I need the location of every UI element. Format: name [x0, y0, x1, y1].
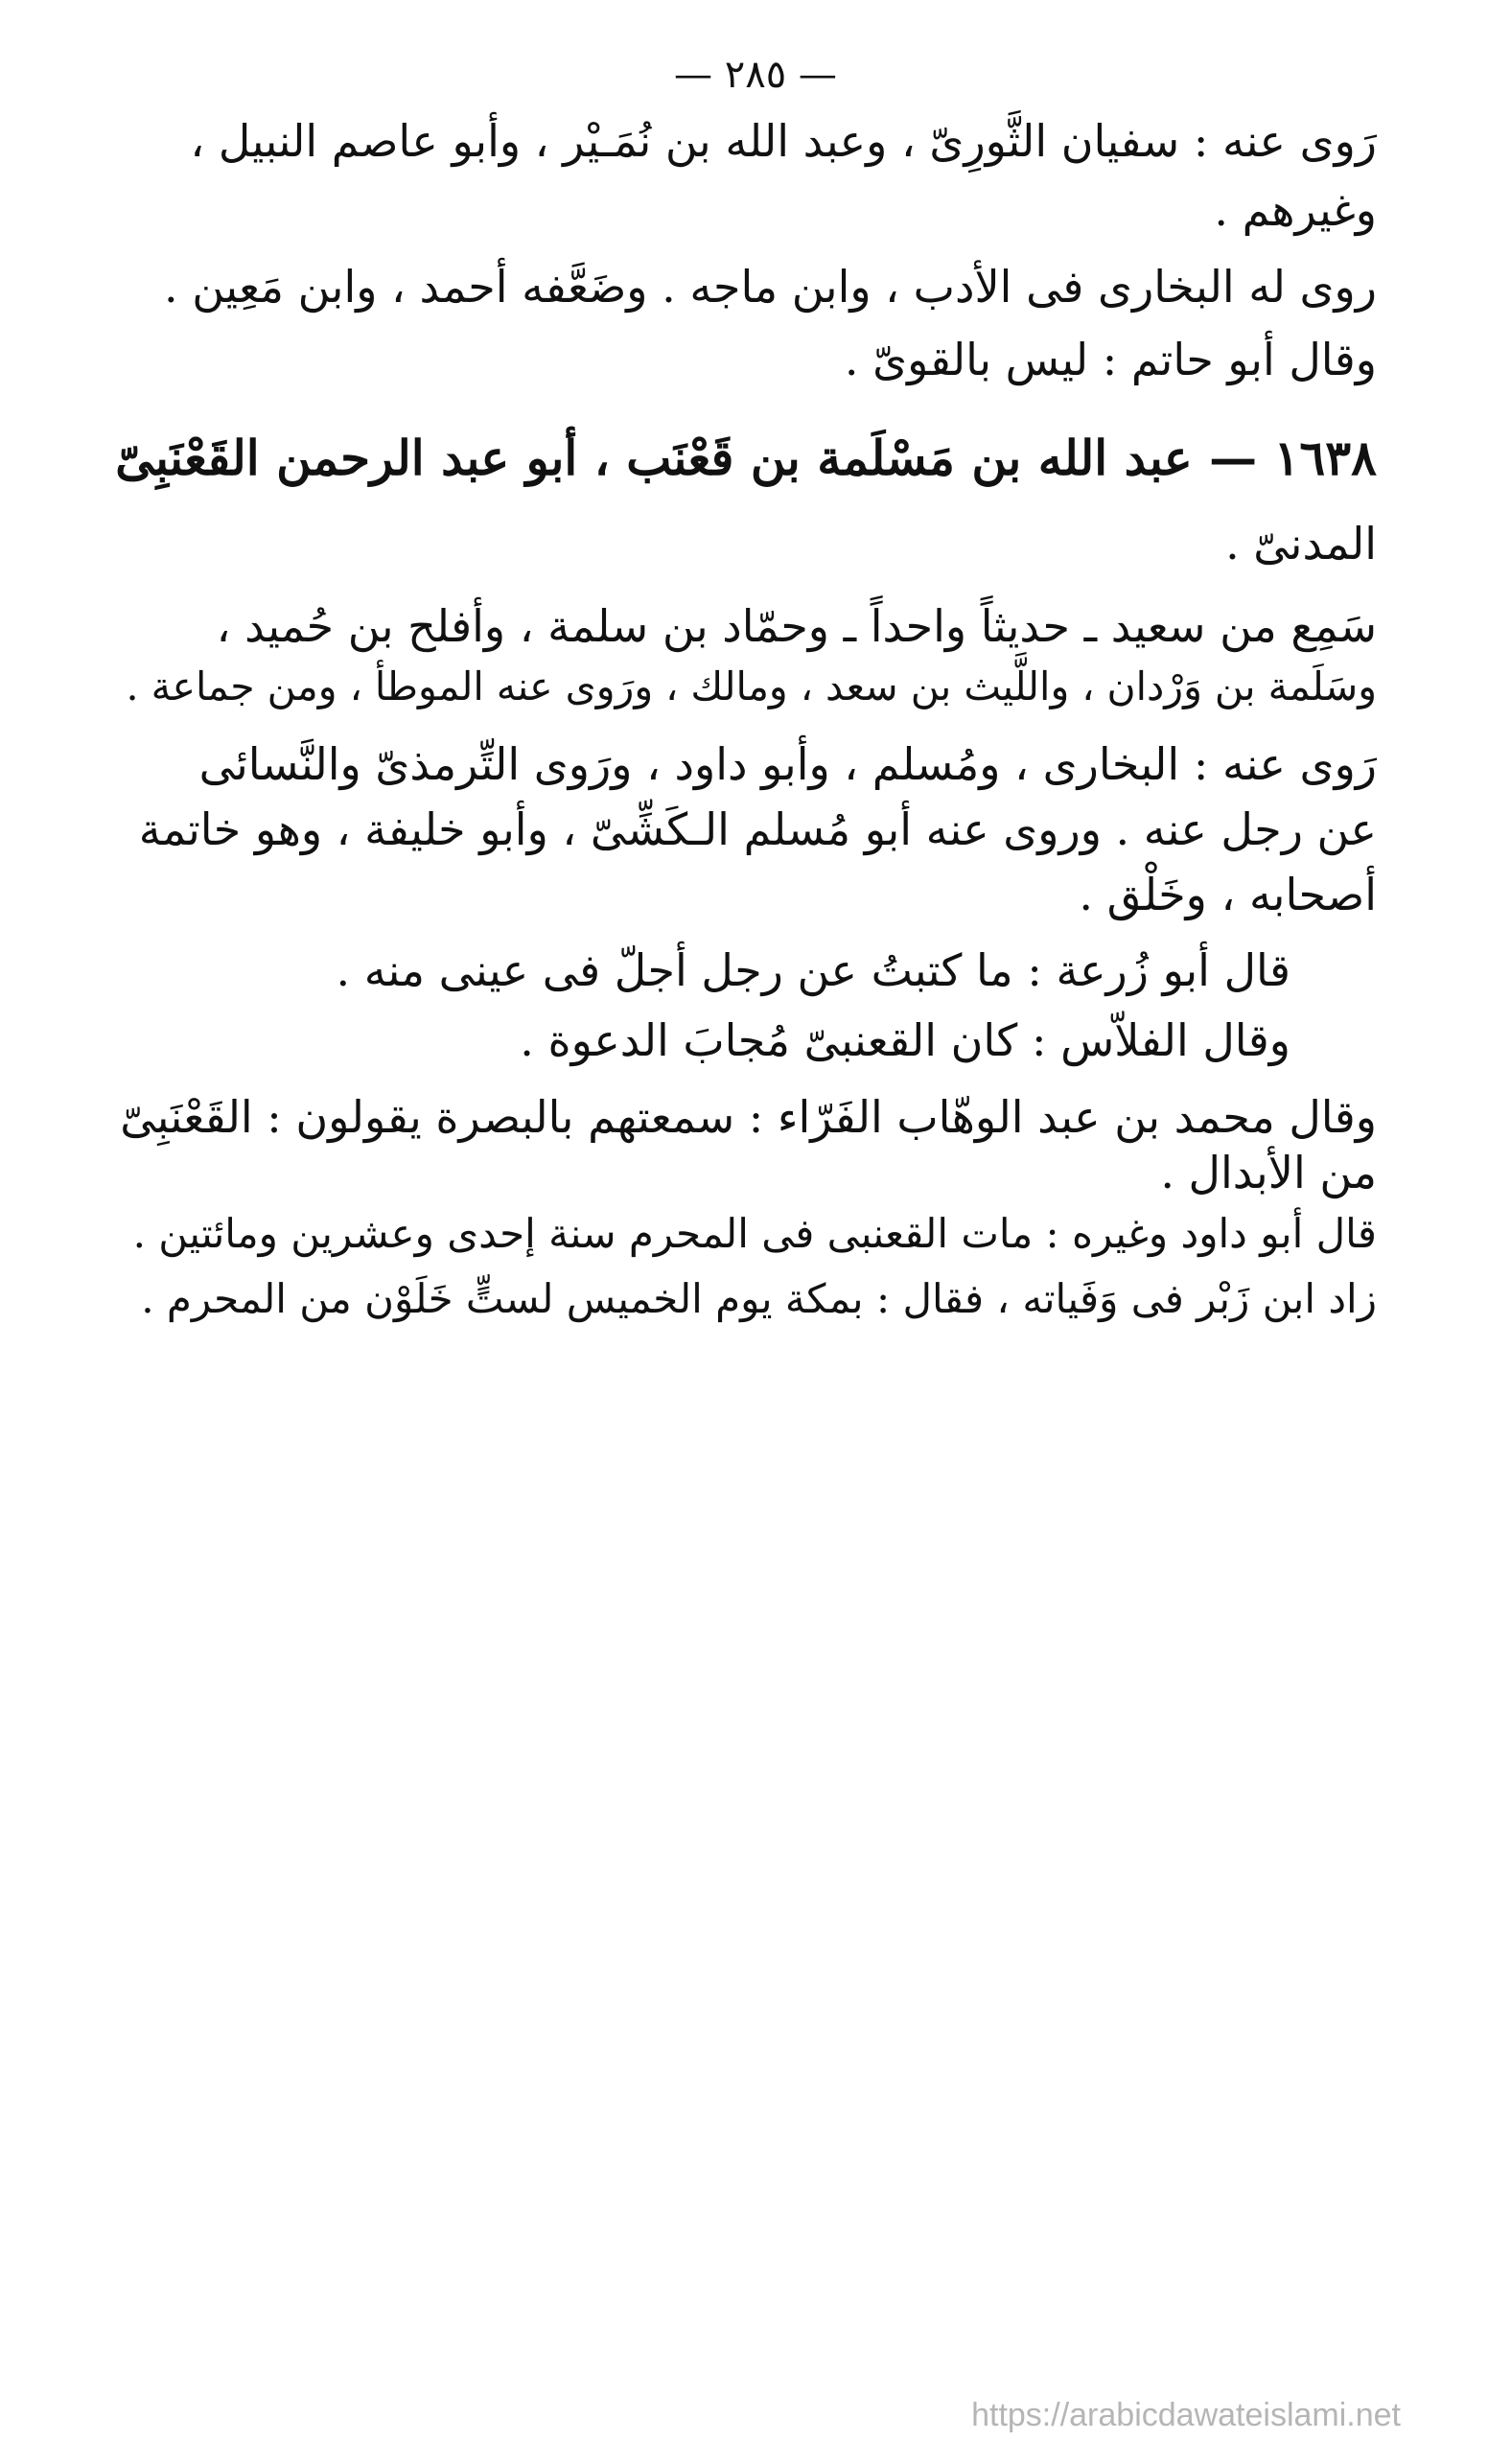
- text-line-2: وغيرهم .: [1214, 184, 1377, 236]
- text-line-11: أصحابه ، وخَلْق .: [1079, 869, 1377, 920]
- text-line-13: وقال الفلاّس : كان القعنبىّ مُجابَ الدعوة .: [520, 1014, 1290, 1066]
- text-line-9: رَوى عنه : البخارى ، ومُسلم ، وأبو داود ، ورَوى التِّرمذىّ والنَّسائى: [198, 738, 1377, 790]
- page-number: — ٢٨٥ —: [674, 53, 837, 97]
- footer: [0, 2397, 1511, 2435]
- entry-heading: ١٦٣٨ — عبد الله بن مَسْلَمة بن قَعْنَب ، أبو عبد الرحمن القَعْنَبِىّ: [115, 430, 1377, 486]
- text-line-1: رَوى عنه : سفيان الثَّورِىّ ، وعبد الله بن نُمَـيْر ، وأبو عاصم النبيل ،: [190, 115, 1377, 167]
- text-line-7: سَمِع من سعيد ـ حديثاً واحداً ـ وحمّاد بن سلمة ، وأفلح بن حُميد ،: [216, 600, 1377, 652]
- text-line-16: قال أبو داود وغيره : مات القعنبى فى المحرم سنة إحدى وعشرين ومائتين .: [132, 1210, 1377, 1257]
- text-line-8: وسَلَمة بن وَرْدان ، واللَّيث بن سعد ، ومالك ، ورَوى عنه الموطأ ، ومن جماعة .: [126, 663, 1377, 709]
- watermark-url: https://arabicdawateislami.net: [971, 2397, 1401, 2433]
- text-line-10: عن رجل عنه . وروى عنه أبو مُسلم الـكَشِّىّ ، وأبو خليفة ، وهو خاتمة: [138, 803, 1377, 855]
- text-line-17: زاد ابن زَبْر فى وَفَياته ، فقال : بمكة يوم الخميس لستٍّ خَلَوْن من المحرم .: [141, 1275, 1377, 1322]
- text-line-4: وقال أبو حاتم : ليس بالقوىّ .: [844, 334, 1377, 385]
- text-line-14: وقال محمد بن عبد الوهّاب الفَرّاء : سمعتهم بالبصرة يقولون : القَعْنَبِىّ: [120, 1091, 1377, 1143]
- text-line-3: روى له البخارى فى الأدب ، وابن ماجه . وضَعَّفه أحمد ، وابن مَعِين .: [164, 261, 1377, 313]
- text-line-15: من الأبدال .: [1160, 1147, 1377, 1198]
- text-line-12: قال أبو زُرعة : ما كتبتُ عن رجل أجلّ فى عينى منه .: [336, 944, 1290, 996]
- entry-heading-continuation: المدنىّ .: [1225, 518, 1377, 570]
